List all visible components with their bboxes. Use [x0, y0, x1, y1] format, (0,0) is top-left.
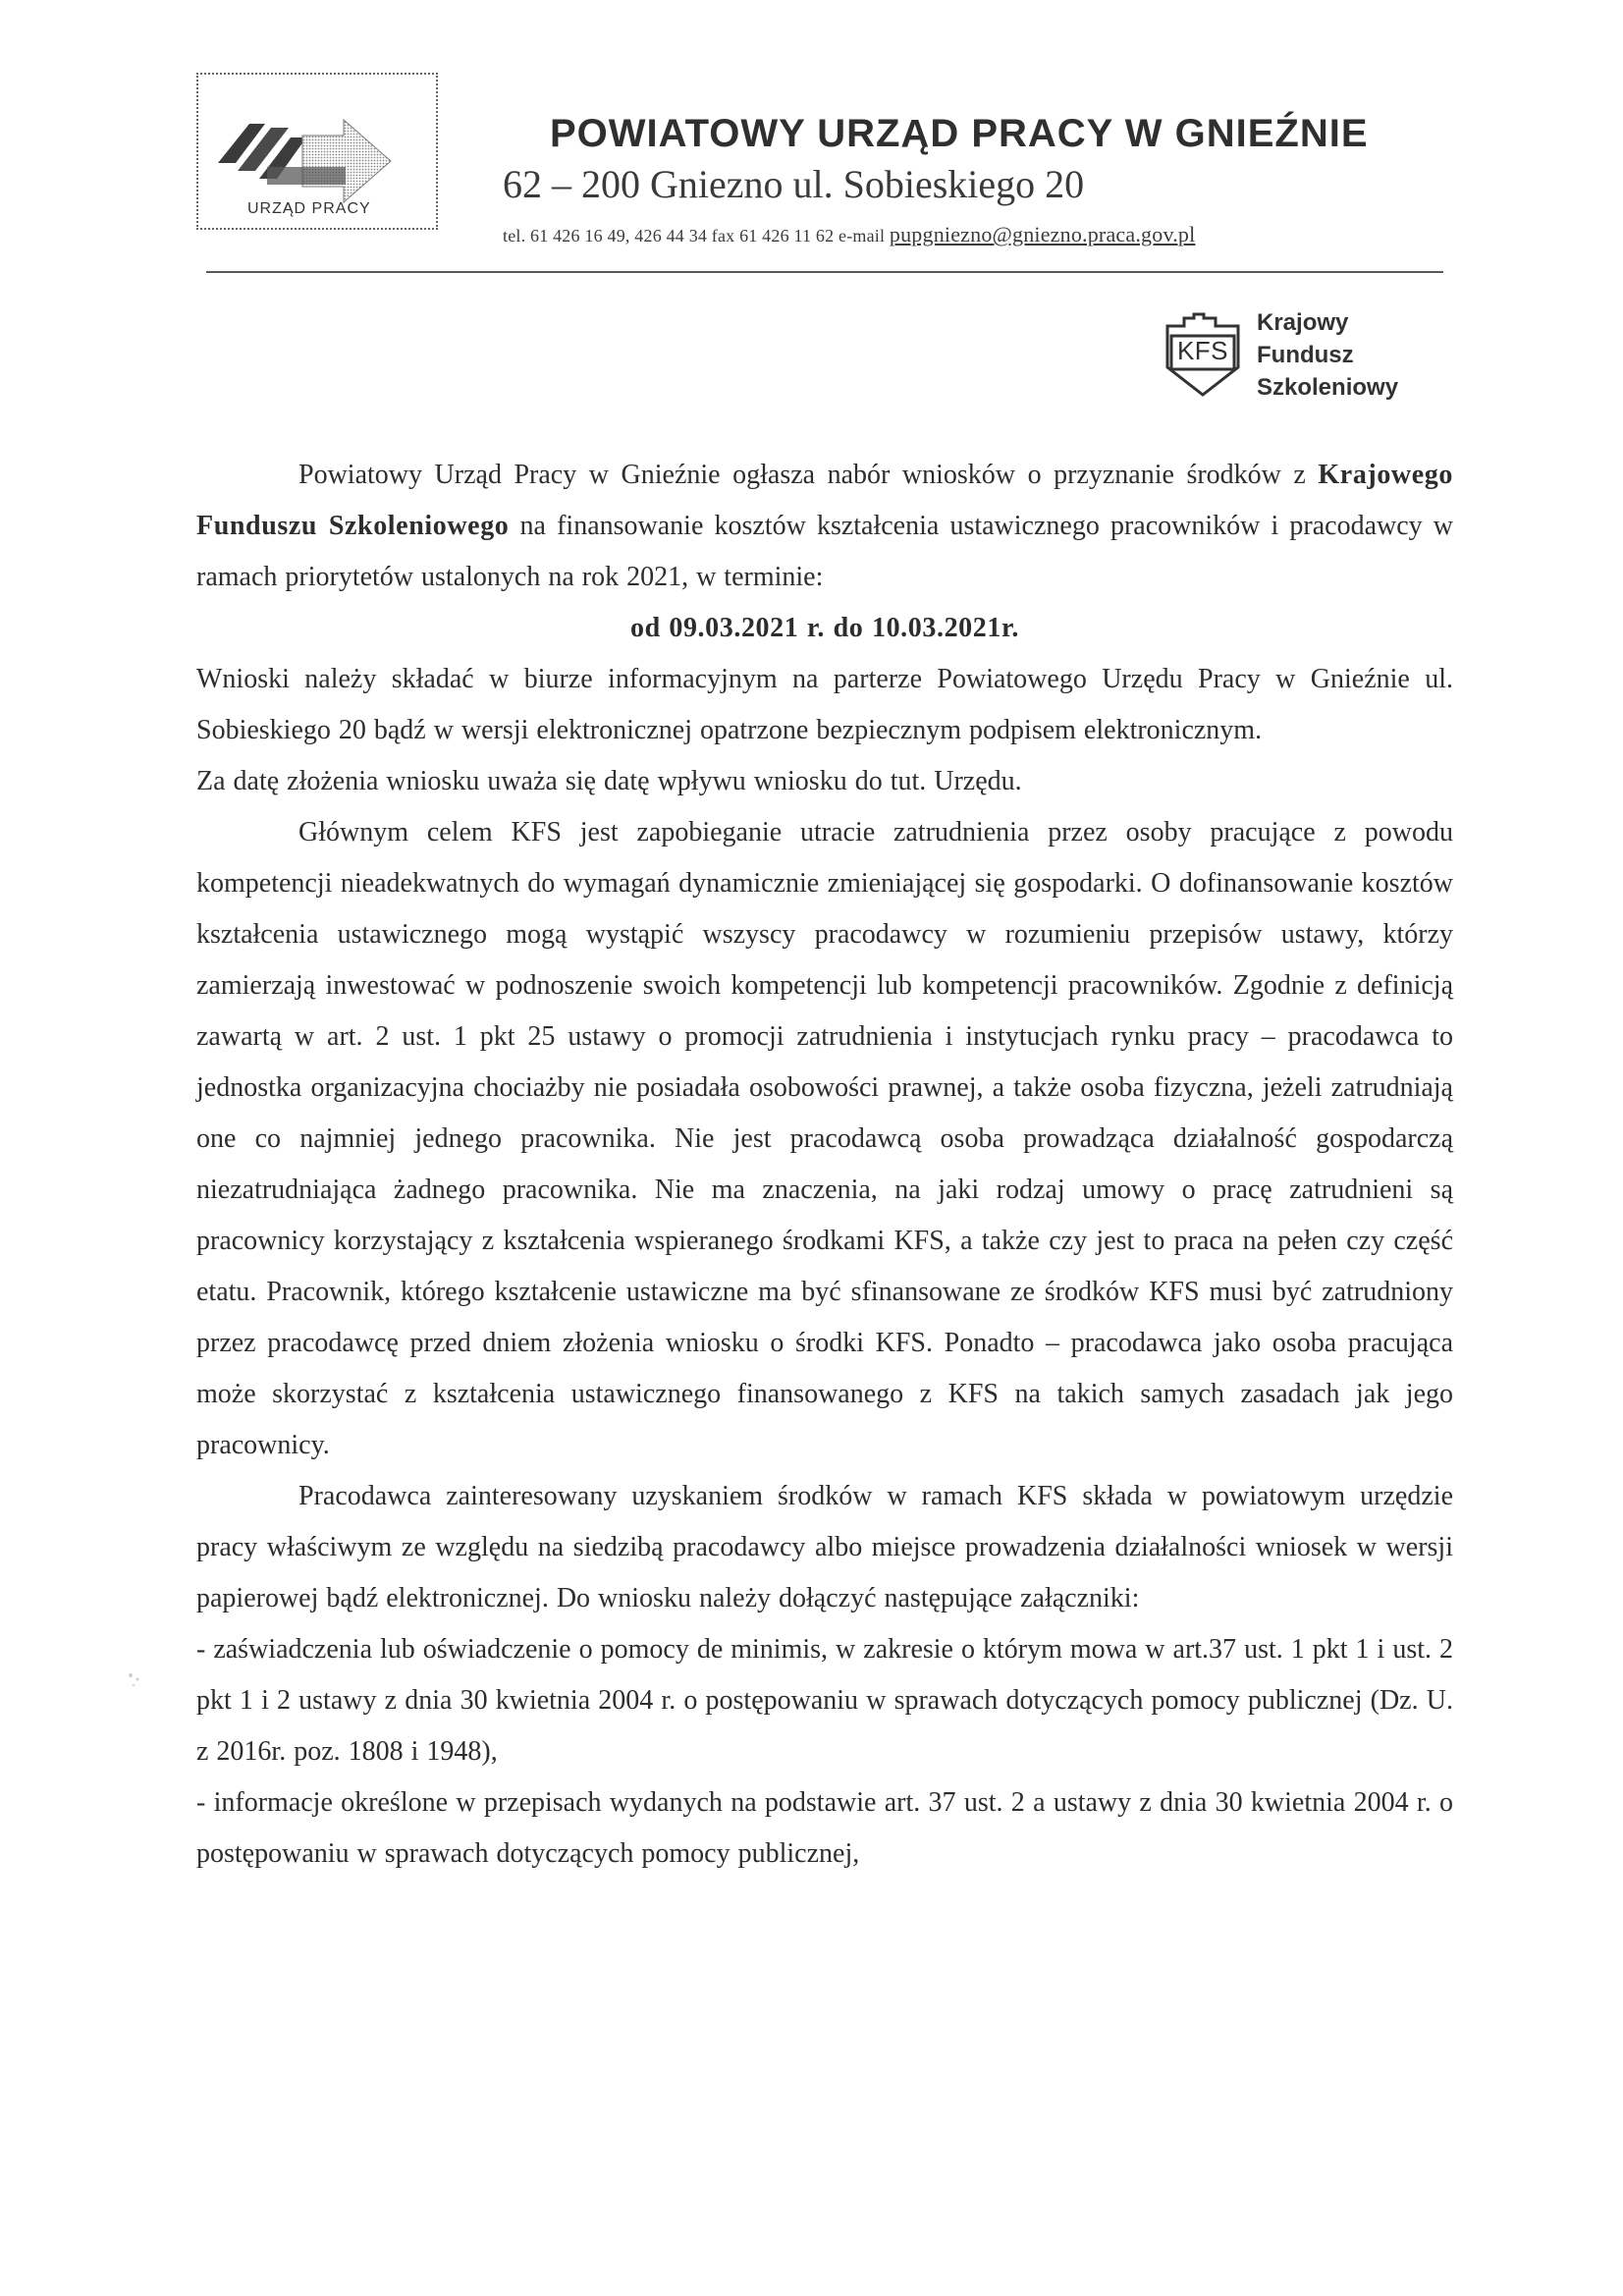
attachment-item: - zaświadczenia lub oświadczenie o pomocy de minimis, w zakresie o którym mowa w art.37 ust. 1 pkt 1 i ust. 2 pkt 1 i 2 ustawy z dnia 30 kwietnia 2004 r. o postępowaniu w sprawach dotyczących pomocy publicznej (Dz. U. z 2016r. poz. 1808 i 1948),	[196, 1634, 1453, 1767]
contact-details: tel. 61 426 16 49, 426 44 34 fax 61 426 11 62 e-mail	[503, 226, 890, 246]
scan-smudge-icon	[124, 1667, 147, 1691]
announcement-text-b: na finansowanie kosztów kształcenia ustawicznego pracowników i pracodawcy w ramach priorytetów ustalonych na rok 2021, w terminie:	[196, 511, 1453, 592]
announcement-paragraph	[196, 450, 1453, 603]
kfs-line-3: Szkoleniowy	[1257, 374, 1399, 401]
submission-instructions: Wnioski należy składać w biurze informacyjnym na parterze Powiatowego Urzędu Pracy w Gnieźnie ul. Sobieskiego 20 bądź w wersji elektronicznej opatrzone bezpiecznym podpisem elektronicznym.	[196, 664, 1453, 745]
organization-title: POWIATOWY URZĄD PRACY W GNIEŹNIE	[550, 112, 1369, 155]
announcement-text-a: Powiatowy Urząd Pracy w Gnieźnie ogłasza nabór wniosków o przyznanie środków z	[298, 460, 1319, 490]
kfs-logo	[1161, 306, 1455, 405]
document-body	[196, 450, 1453, 1880]
email-link[interactable]: pupgniezno@gniezno.praca.gov.pl	[889, 222, 1196, 246]
kfs-name	[1257, 306, 1398, 404]
logo-label: URZĄD PRACY	[247, 200, 371, 217]
kfs-badge-label: KFS	[1176, 336, 1229, 365]
employer-application-paragraph: Pracodawca zainteresowany uzyskaniem środków w ramach KFS składa w powiatowym urzędzie pracy właściwym ze względu na siedzibą pracodawcy albo miejsce prowadzenia działalności wniosek w wersji papierowej bądź elektronicznej. Do wniosku należy dołączyć następujące załączniki:	[196, 1481, 1453, 1613]
submission-date-rule: Za datę złożenia wniosku uważa się datę wpływu wniosku do tut. Urzędu.	[196, 766, 1022, 796]
kfs-line-1: Krajowy	[1257, 309, 1349, 336]
kfs-goal-paragraph: Głównym celem KFS jest zapobieganie utracie zatrudnienia przez osoby pracujące z powodu kompetencji nieadekwatnych do wymagań dynamicznie zmieniającej się gospodarki. O dofinansowanie kosztów kształcenia ustawicznego mogą wystąpić wszyscy pracodawcy w rozumieniu przepisów ustawy, którzy zamierzają inwestować w podnoszenie swoich kompetencji lub kompetencji pracowników. Zgodnie z definicją zawartą w art. 2 ust. 1 pkt 25 ustawy o promocji zatrudnienia i instytucjach rynku pracy – pracodawca to jednostka organizacyjna chociażby nie posiadała osobowości prawnej, a także osoba fizyczna, jeżeli zatrudniają one co najmniej jednego pracownika. Nie jest pracodawcą osoba prowadząca działalność gospodarczą niezatrudniająca żadnego pracownika. Nie ma znaczenia, na jaki rodzaj umowy o pracę zatrudnieni są pracownicy korzystający z kształcenia wspieranego środkami KFS, a także czy jest to praca na pełen czy część etatu. Pracownik, którego kształcenie ustawiczne ma być sfinansowane ze środków KFS musi być zatrudniony przez pracodawcę przed dniem złożenia wniosku o środki KFS. Ponadto – pracodawca jako osoba pracująca może skorzystać z kształcenia ustawicznego finansowanego z KFS na takich samych zasadach jak jego pracownicy.	[196, 817, 1453, 1460]
letterhead	[196, 69, 1453, 275]
kfs-line-2: Fundusz	[1257, 342, 1354, 368]
header-divider	[206, 271, 1443, 273]
organization-contact	[503, 222, 1195, 247]
urzad-pracy-logo	[196, 73, 438, 230]
organization-address: 62 – 200 Gniezno ul. Sobieskiego 20	[503, 162, 1085, 206]
application-dates: od 09.03.2021 r. do 10.03.2021r.	[629, 613, 1020, 643]
attachment-item: - informacje określone w przepisach wydanych na podstawie art. 37 ust. 2 a ustawy z dnia 30 kwietnia 2004 r. o postępowaniu w sprawach dotyczących pomocy publicznej,	[196, 1787, 1453, 1869]
fund-name: Krajowego Funduszu Szkoleniowego	[196, 460, 1453, 541]
